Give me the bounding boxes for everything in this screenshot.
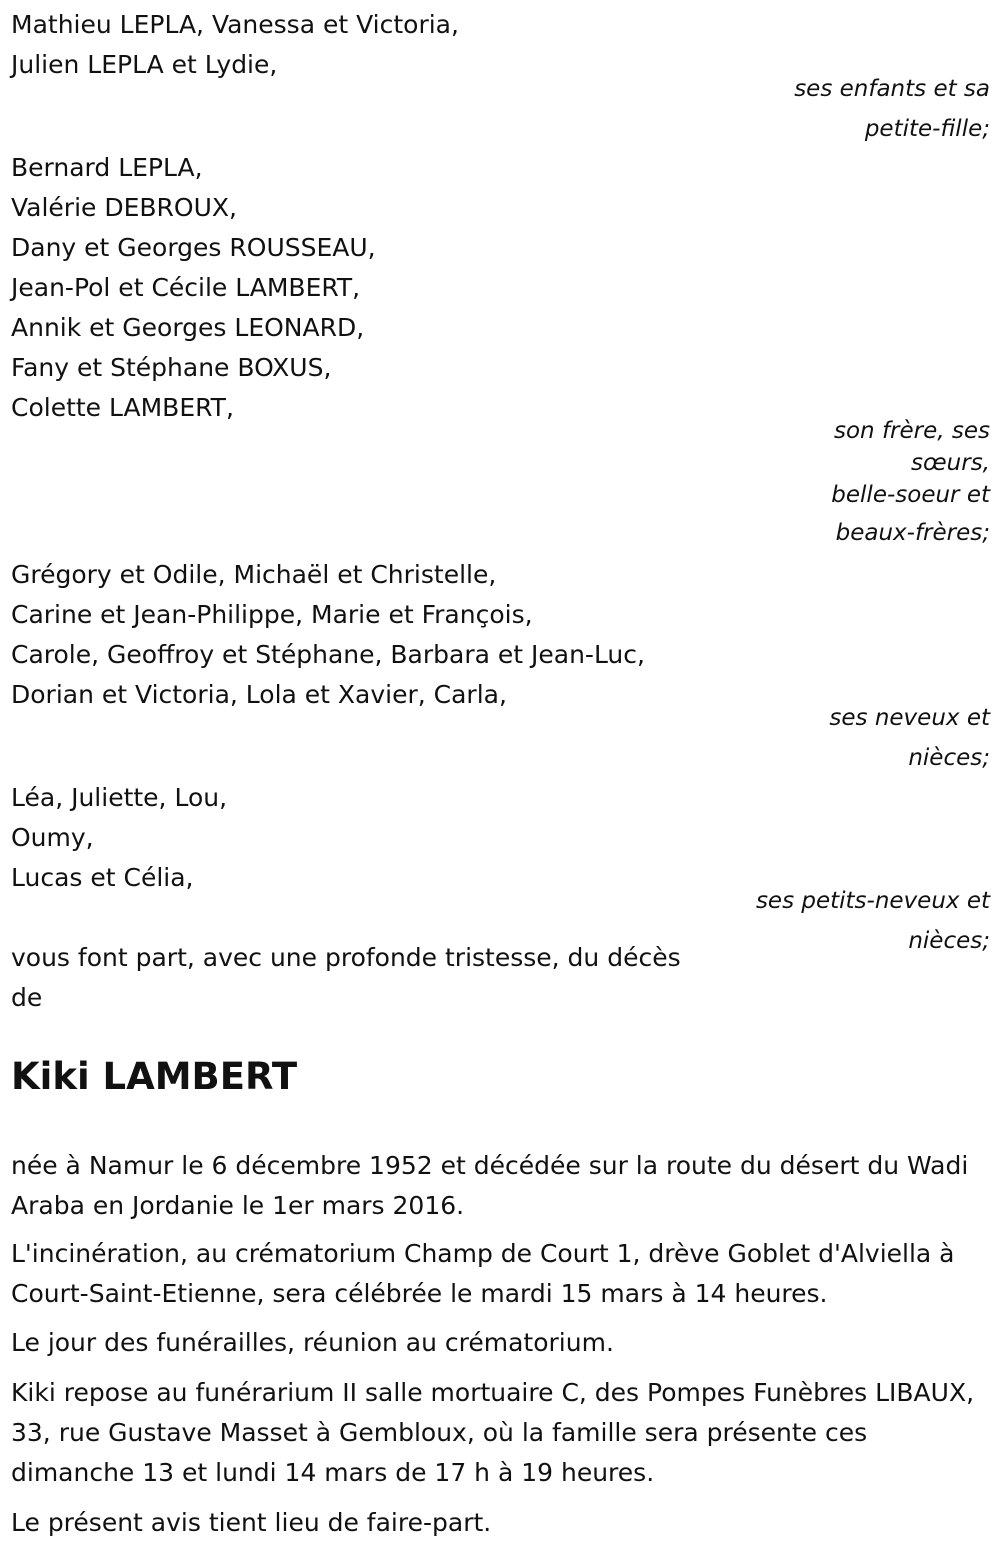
- family-line-siblings-2: Valérie DEBROUX,: [11, 193, 237, 222]
- role-grand-nephews: [720, 881, 990, 961]
- role-siblings: [720, 412, 990, 552]
- family-line-grand-nephews-1: Léa, Juliette, Lou,: [11, 783, 228, 812]
- announcement-line-2: de: [11, 983, 43, 1012]
- family-line-grand-nephews-3: Lucas et Célia,: [11, 863, 194, 892]
- paragraph-gathering: Le jour des funérailles, réunion au crématorium.: [11, 1328, 614, 1357]
- deceased-name: Kiki LAMBERT: [11, 1055, 298, 1098]
- family-line-siblings-7: Colette LAMBERT,: [11, 393, 234, 422]
- family-line-children-2: Julien LEPLA et Lydie,: [11, 50, 278, 79]
- role-children: [720, 69, 990, 149]
- family-line-siblings-1: Bernard LEPLA,: [11, 153, 203, 182]
- announcement-line-1: vous font part, avec une profonde tristesse, du décès: [11, 943, 681, 972]
- family-line-children-1: Mathieu LEPLA, Vanessa et Victoria,: [11, 10, 459, 39]
- family-line-siblings-6: Fany et Stéphane BOXUS,: [11, 353, 332, 382]
- role-grand-nephews-line-2: nièces;: [908, 928, 990, 954]
- family-line-nephews-4: Dorian et Victoria, Lola et Xavier, Carla,: [11, 680, 507, 709]
- family-line-siblings-5: Annik et Georges LEONARD,: [11, 313, 365, 342]
- family-line-nephews-1: Grégory et Odile, Michaël et Christelle,: [11, 560, 497, 589]
- family-line-siblings-4: Jean-Pol et Cécile LAMBERT,: [11, 273, 361, 302]
- family-line-nephews-2: Carine et Jean-Philippe, Marie et François,: [11, 600, 533, 629]
- role-children-line-1: ses enfants et sa: [794, 76, 990, 102]
- role-children-line-2: petite-fille;: [864, 116, 990, 142]
- role-nephews: [720, 698, 990, 778]
- role-nephews-line-1: ses neveux et: [829, 705, 990, 731]
- role-siblings-line-4: beaux-frères;: [835, 520, 990, 546]
- family-line-siblings-3: Dany et Georges ROUSSEAU,: [11, 233, 376, 262]
- role-siblings-line-2: sœurs,: [911, 450, 990, 476]
- role-nephews-line-2: nièces;: [908, 745, 990, 771]
- family-line-grand-nephews-2: Oumy,: [11, 823, 94, 852]
- role-siblings-line-3: belle-soeur et: [831, 482, 990, 508]
- role-siblings-line-1: son frère, ses: [834, 418, 990, 444]
- paragraph-notice: Le présent avis tient lieu de faire-part.: [11, 1508, 492, 1537]
- role-grand-nephews-line-1: ses petits-neveux et: [755, 888, 990, 914]
- paragraph-funerarium: Kiki repose au funérarium II salle mortuaire C, des Pompes Funèbres LIBAUX, 33, rue Gustave Masset à Gembloux, où la famille sera présente ces dimanche 13 et lundi 14 mars de 17 h à 19 heures.: [11, 1378, 975, 1487]
- family-line-nephews-3: Carole, Geoffroy et Stéphane, Barbara et Jean-Luc,: [11, 640, 645, 669]
- paragraph-birth-death: née à Namur le 6 décembre 1952 et décédée sur la route du désert du Wadi Araba en Jordanie le 1er mars 2016.: [11, 1151, 969, 1220]
- paragraph-cremation: L'incinération, au crématorium Champ de Court 1, drève Goblet d'Alviella à Court-Saint-Etienne, sera célébrée le mardi 15 mars à 14 heures.: [11, 1239, 955, 1308]
